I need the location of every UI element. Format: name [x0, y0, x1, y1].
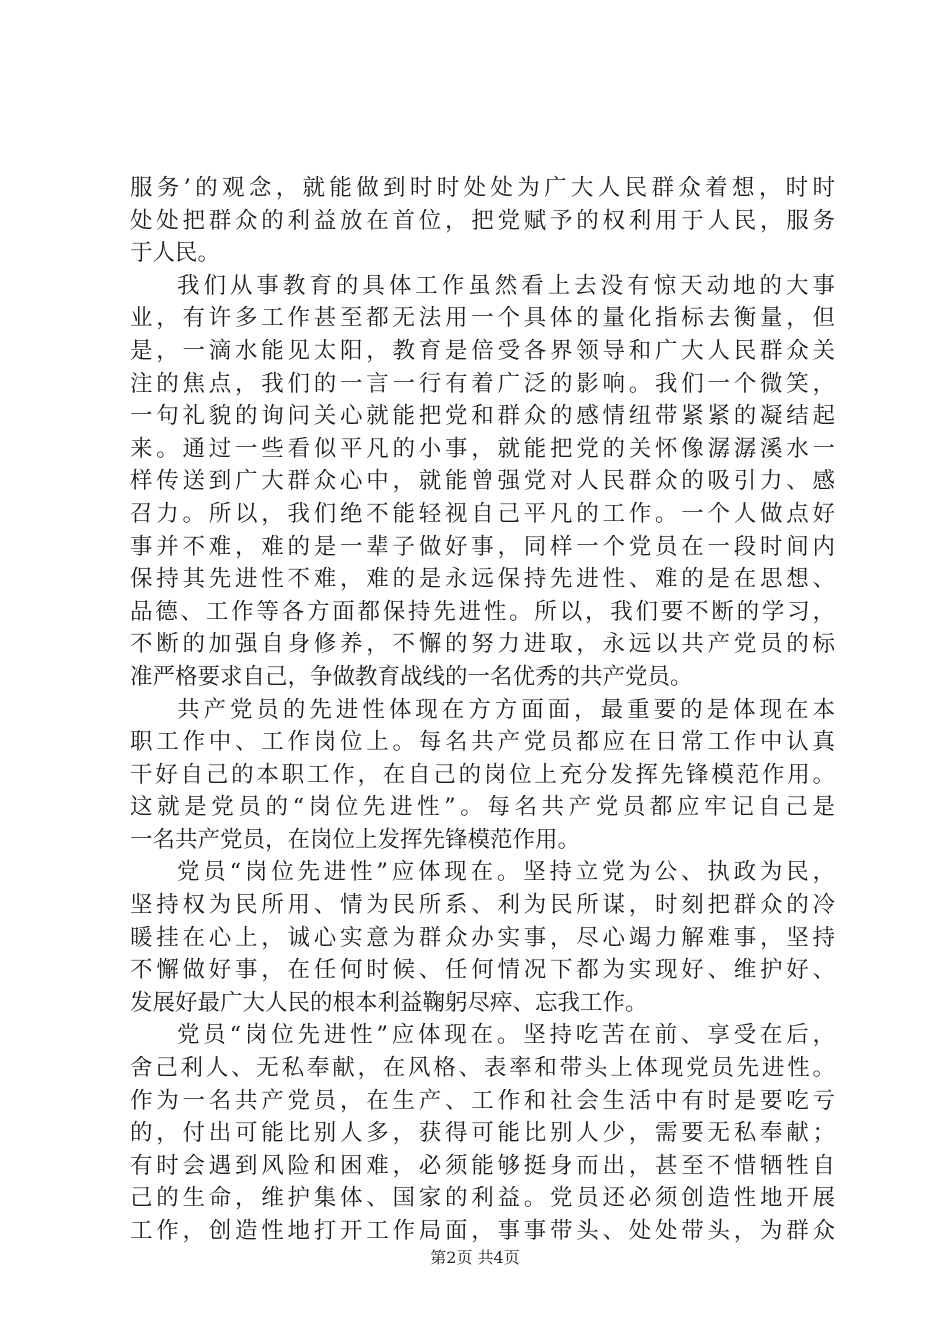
paragraph-first-line: 党员“岗位先进性”应体现在。坚持立党为公、执政为民，	[177, 859, 835, 886]
text-line: 品德、工作等各方面都保持先进性。所以，我们要不断的学习，	[130, 598, 835, 625]
text-line: 召力。所以，我们绝不能轻视自己平凡的工作。一个人做点好	[130, 500, 835, 527]
text-line: 职工作中、工作岗位上。每名共产党员都应在日常工作中认真	[130, 729, 835, 756]
text-line: 处处把群众的利益放在首位，把党赋予的权利用于人民，服务	[130, 207, 835, 234]
text-line: 准严格要求自己，争做教育战线的一名优秀的共产党员。	[130, 663, 693, 690]
text-line: 干好自己的本职工作，在自己的岗位上充分发挥先锋模范作用。	[130, 761, 835, 788]
text-line: 有时会遇到风险和困难，必须能够挺身而出，甚至不惜牺牲自	[130, 1152, 835, 1179]
text-line: 暖挂在心上，诚心实意为群众办实事，尽心竭力解难事，坚持	[130, 924, 835, 951]
text-line: 己的生命，维护集体、国家的利益。党员还必须创造性地开展	[130, 1185, 835, 1212]
text-line: 来。通过一些看似平凡的小事，就能把党的关怀像潺潺溪水一	[130, 435, 835, 462]
text-line: 保持其先进性不难，难的是永远保持先进性、难的是在思想、	[130, 566, 835, 593]
paragraph-first-line: 党员“岗位先进性”应体现在。坚持吃苦在前、享受在后，	[177, 1022, 835, 1049]
text-line: 发展好最广大人民的根本利益鞠躬尽瘁、忘我工作。	[130, 989, 648, 1016]
text-line: 一句礼貌的询问关心就能把党和群众的感情纽带紧紧的凝结起	[130, 403, 835, 430]
body-text	[130, 172, 835, 1248]
text-line: 作为一名共产党员，在生产、工作和社会生活中有时是要吃亏	[130, 1087, 835, 1114]
paragraph-first-line: 我们从事教育的具体工作虽然看上去没有惊天动地的大事	[177, 272, 835, 299]
text-line: 这就是党员的“岗位先进性”。每名共产党员都应牢记自己是	[130, 794, 835, 821]
text-line: 注的焦点，我们的一言一行有着广泛的影响。我们一个微笑，	[130, 370, 835, 397]
text-line: 样传送到广大群众心中，就能曾强党对人民群众的吸引力、感	[130, 468, 835, 495]
text-line: 的，付出可能比别人多，获得可能比别人少，需要无私奉献；	[130, 1120, 835, 1147]
page-footer	[0, 1245, 950, 1268]
text-line: 舍己利人、无私奉献，在风格、表率和带头上体现党员先进性。	[130, 1055, 835, 1082]
text-line: 坚持权为民所用、情为民所系、利为民所谋，时刻把群众的冷	[130, 892, 835, 919]
text-line: 是，一滴水能见太阳，教育是倍受各界领导和广大人民群众关	[130, 337, 835, 364]
text-line: 不懈做好事，在任何时候、任何情况下都为实现好、维护好、	[130, 957, 835, 984]
page-number: 第2页 共4页	[430, 1248, 520, 1267]
paragraph-first-line: 共产党员的先进性体现在方方面面，最重要的是体现在本	[177, 696, 835, 723]
text-line: 不断的加强自身修养，不懈的努力进取，永远以共产党员的标	[130, 631, 835, 658]
text-line: 一名共产党员，在岗位上发挥先锋模范作用。	[130, 826, 581, 853]
text-line: 服务’的观念，就能做到时时处处为广大人民群众着想，时时	[130, 175, 835, 201]
text-line: 事并不难，难的是一辈子做好事，同样一个党员在一段时间内	[130, 533, 835, 560]
text-line: 业，有许多工作甚至都无法用一个具体的量化指标去衡量，但	[130, 305, 835, 332]
text-line: 工作，创造性地打开工作局面，事事带头、处处带头，为群众	[130, 1218, 835, 1244]
text-line: 于人民。	[130, 240, 221, 267]
